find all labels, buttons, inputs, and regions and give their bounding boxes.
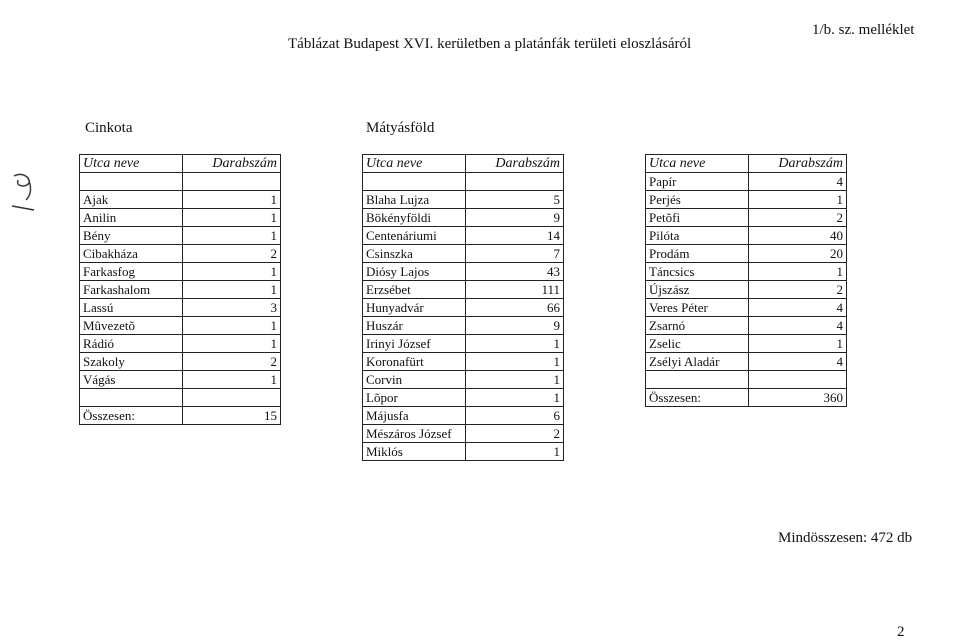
table-row (80, 299, 281, 317)
street-name-cell: Petõfi (646, 209, 749, 227)
street-name-cell: Pilóta (646, 227, 749, 245)
street-name-cell: Papír (646, 173, 749, 191)
tree-count-cell: 4 (749, 317, 847, 335)
tree-count-cell: 9 (466, 209, 564, 227)
table-row (363, 173, 564, 191)
street-name-cell: Centenáriumi (363, 227, 466, 245)
tree-count-cell: 7 (466, 245, 564, 263)
tree-count-cell (466, 173, 564, 191)
table-row (646, 299, 847, 317)
table-row (646, 281, 847, 299)
tree-count-cell: 4 (749, 353, 847, 371)
street-name-cell: Újszász (646, 281, 749, 299)
street-name-cell: Anilin (80, 209, 183, 227)
tree-count-cell: 1 (183, 335, 281, 353)
street-name-cell: Bökényföldi (363, 209, 466, 227)
tree-count-cell: 9 (466, 317, 564, 335)
tree-count-cell: 1 (466, 389, 564, 407)
street-name-cell: Veres Péter (646, 299, 749, 317)
table-row (80, 263, 281, 281)
street-name-cell: Farkashalom (80, 281, 183, 299)
tree-count-cell: 2 (749, 281, 847, 299)
tree-count-cell (183, 389, 281, 407)
street-name-cell: Prodám (646, 245, 749, 263)
table-row (363, 407, 564, 425)
tree-count-cell: 1 (183, 227, 281, 245)
tree-count-cell: 40 (749, 227, 847, 245)
tree-count-cell: 2 (183, 353, 281, 371)
tree-count-cell: 1 (183, 209, 281, 227)
table-row (80, 281, 281, 299)
tree-count-cell: 4 (749, 299, 847, 317)
street-name-cell: Erzsébet (363, 281, 466, 299)
tree-count-cell (183, 173, 281, 191)
street-name-cell: Hunyadvár (363, 299, 466, 317)
table-row (363, 443, 564, 461)
table-row (646, 371, 847, 389)
section-heading-cinkota: Cinkota (85, 120, 133, 136)
street-name-cell: Szakoly (80, 353, 183, 371)
column-header-count: Darabszám (749, 155, 847, 173)
tree-count-cell: 3 (183, 299, 281, 317)
document-title: Táblázat Budapest XVI. kerületben a platánfák területi eloszlásáról (288, 36, 692, 52)
table-row (646, 245, 847, 263)
table-row (646, 227, 847, 245)
tree-count-cell (749, 371, 847, 389)
table-row (646, 317, 847, 335)
table-row (363, 317, 564, 335)
column-header-name: Utca neve (80, 155, 183, 173)
table-row (80, 335, 281, 353)
street-name-cell: Táncsics (646, 263, 749, 281)
table-row (646, 263, 847, 281)
street-name-cell (646, 371, 749, 389)
street-name-cell: Perjés (646, 191, 749, 209)
table-row (80, 245, 281, 263)
street-name-cell: Májusfa (363, 407, 466, 425)
tree-count-cell: 1 (749, 263, 847, 281)
tree-count-cell: 2 (749, 209, 847, 227)
section-heading-matyasfold: Mátyásföld (366, 120, 435, 136)
tree-count-cell: 4 (749, 173, 847, 191)
table-row (363, 335, 564, 353)
tree-count-cell: 1 (749, 191, 847, 209)
tree-count-cell: 1 (183, 191, 281, 209)
table-row (363, 191, 564, 209)
table-row (80, 407, 281, 425)
table-header-row (363, 155, 564, 173)
table-header-row (80, 155, 281, 173)
street-name-cell: Miklós (363, 443, 466, 461)
street-name-cell (363, 173, 466, 191)
street-name-cell: Irinyi József (363, 335, 466, 353)
table-row (363, 353, 564, 371)
column-header-count: Darabszám (183, 155, 281, 173)
street-name-cell: Rádió (80, 335, 183, 353)
tree-count-cell: 15 (183, 407, 281, 425)
tree-count-cell: 360 (749, 389, 847, 407)
street-name-cell: Mûvezetõ (80, 317, 183, 335)
street-name-cell: Zsélyi Aladár (646, 353, 749, 371)
table-row (80, 317, 281, 335)
column-header-count: Darabszám (466, 155, 564, 173)
page-number: 2 (897, 624, 905, 640)
street-name-cell: Lõpor (363, 389, 466, 407)
table-row (363, 209, 564, 227)
tree-count-cell: 5 (466, 191, 564, 209)
table-row (646, 209, 847, 227)
street-name-cell: Csinszka (363, 245, 466, 263)
tree-count-cell: 66 (466, 299, 564, 317)
tree-count-cell: 1 (183, 281, 281, 299)
street-name-cell: Corvin (363, 371, 466, 389)
street-name-cell: Összesen: (646, 389, 749, 407)
tree-count-cell: 6 (466, 407, 564, 425)
tree-count-cell: 111 (466, 281, 564, 299)
tree-count-cell: 2 (183, 245, 281, 263)
tree-count-cell: 1 (749, 335, 847, 353)
table-row (363, 245, 564, 263)
tree-count-cell: 1 (466, 335, 564, 353)
table-row (80, 371, 281, 389)
tree-count-cell: 1 (466, 443, 564, 461)
column-header-name: Utca neve (646, 155, 749, 173)
table-row (363, 425, 564, 443)
street-name-cell: Mészáros József (363, 425, 466, 443)
table-row (80, 353, 281, 371)
column-header-name: Utca neve (363, 155, 466, 173)
tree-count-cell: 1 (466, 353, 564, 371)
cinkota-table (79, 154, 281, 425)
table-row (363, 371, 564, 389)
tree-count-cell: 1 (183, 371, 281, 389)
table-row (80, 191, 281, 209)
street-name-cell: Cibakháza (80, 245, 183, 263)
street-name-cell: Koronafürt (363, 353, 466, 371)
street-name-cell: Összesen: (80, 407, 183, 425)
table-row (363, 281, 564, 299)
street-name-cell: Zsarnó (646, 317, 749, 335)
table-header-row (646, 155, 847, 173)
street-name-cell: Ajak (80, 191, 183, 209)
table-row (80, 389, 281, 407)
street-name-cell: Zselic (646, 335, 749, 353)
tree-count-cell: 1 (466, 371, 564, 389)
matyasfold-table-continued (645, 154, 847, 407)
table-row (363, 227, 564, 245)
tree-count-cell: 1 (183, 317, 281, 335)
street-name-cell: Bény (80, 227, 183, 245)
tree-count-cell: 2 (466, 425, 564, 443)
matyasfold-table (362, 154, 564, 461)
table-row (646, 173, 847, 191)
table-row (646, 389, 847, 407)
tree-count-cell: 20 (749, 245, 847, 263)
tree-count-cell: 14 (466, 227, 564, 245)
tree-count-cell: 43 (466, 263, 564, 281)
table-row (646, 335, 847, 353)
table-row (80, 227, 281, 245)
table-row (646, 353, 847, 371)
street-name-cell: Diósy Lajos (363, 263, 466, 281)
table-row (80, 209, 281, 227)
street-name-cell: Vágás (80, 371, 183, 389)
street-name-cell: Lassú (80, 299, 183, 317)
handwritten-page-mark (8, 170, 38, 218)
street-name-cell: Blaha Lujza (363, 191, 466, 209)
street-name-cell: Huszár (363, 317, 466, 335)
table-row (363, 299, 564, 317)
table-row (80, 173, 281, 191)
grand-total: Mindösszesen: 472 db (778, 530, 913, 546)
table-row (363, 263, 564, 281)
street-name-cell (80, 173, 183, 191)
street-name-cell (80, 389, 183, 407)
tree-count-cell: 1 (183, 263, 281, 281)
street-name-cell: Farkasfog (80, 263, 183, 281)
annex-label: 1/b. sz. melléklet (812, 22, 915, 38)
table-row (646, 191, 847, 209)
table-row (363, 389, 564, 407)
